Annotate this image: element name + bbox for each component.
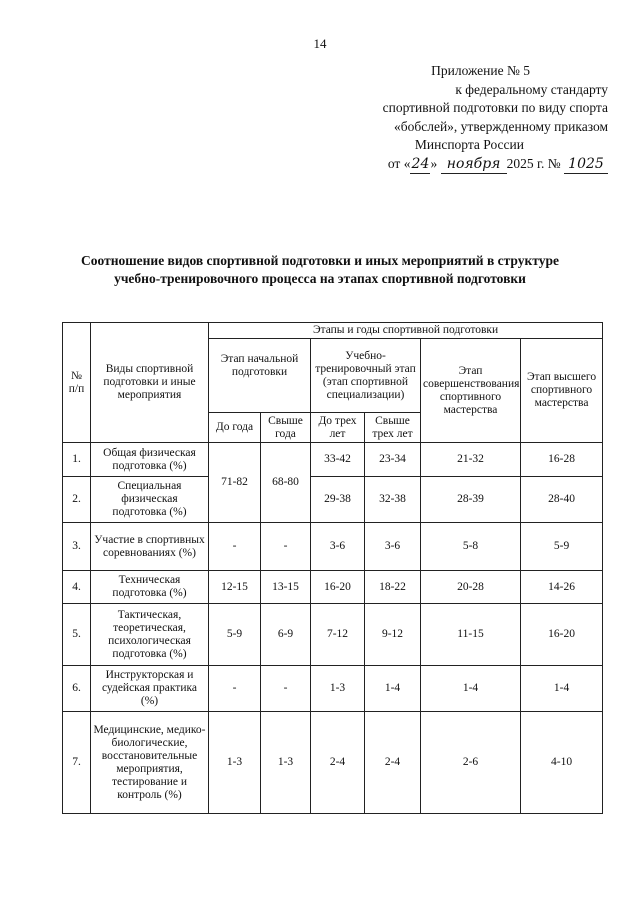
date-mid: » xyxy=(430,155,438,171)
date-year: 2025 г. № xyxy=(506,155,561,171)
row-label: Участие в спортивных соревнованиях (%) xyxy=(91,523,209,571)
cell-higher: 1-4 xyxy=(521,666,603,712)
cell-over-year: 6-9 xyxy=(261,604,311,666)
training-ratio-table xyxy=(62,322,603,814)
date-day: 24 xyxy=(410,155,430,175)
cell-upto-year: 12-15 xyxy=(209,571,261,604)
cell-upto-three: 16-20 xyxy=(311,571,365,604)
cell-improvement: 2-6 xyxy=(421,712,521,814)
date-prefix: от « xyxy=(387,155,411,171)
page-number: 14 xyxy=(313,36,327,51)
table-row xyxy=(63,712,603,814)
cell-higher: 16-28 xyxy=(521,443,603,477)
row-label: Техническая подготовка (%) xyxy=(91,571,209,604)
cell-upto-three: 29-38 xyxy=(311,477,365,523)
table-row xyxy=(63,443,603,477)
cell-over-year: - xyxy=(261,523,311,571)
appendix-title: Приложение № 5 xyxy=(431,63,530,78)
appendix-header xyxy=(308,62,608,174)
row-number: 2. xyxy=(63,477,91,523)
header-stages: Этапы и годы спортивной подготовки xyxy=(209,323,603,339)
row-number: 4. xyxy=(63,571,91,604)
cell-over-year: - xyxy=(261,666,311,712)
cell-over-year: 1-3 xyxy=(261,712,311,814)
cell-upto-three: 2-4 xyxy=(311,712,365,814)
cell-upto-year: 5-9 xyxy=(209,604,261,666)
table-row xyxy=(63,523,603,571)
cell-over-three: 3-6 xyxy=(365,523,421,571)
title-line-1: Соотношение видов спортивной подготовки и иных мероприятий в структуре xyxy=(81,253,559,268)
cell-improvement: 5-8 xyxy=(421,523,521,571)
row-number: 3. xyxy=(63,523,91,571)
cell-upto-three: 7-12 xyxy=(311,604,365,666)
row-label: Инструкторская и судейская практика (%) xyxy=(91,666,209,712)
cell-upto-year: 1-3 xyxy=(209,712,261,814)
header-upto-three: До трех лет xyxy=(311,413,365,443)
cell-higher: 28-40 xyxy=(521,477,603,523)
row-number: 6. xyxy=(63,666,91,712)
cell-upto-three: 33-42 xyxy=(311,443,365,477)
row-number: 7. xyxy=(63,712,91,814)
appendix-line-4: «бобслей», утвержденному приказом xyxy=(393,118,608,134)
table-row xyxy=(63,571,603,604)
row-label: Общая физическая подготовка (%) xyxy=(91,443,209,477)
row-number: 5. xyxy=(63,604,91,666)
header-stage-initial: Этап начальной подготовки xyxy=(209,339,311,413)
cell-upto-three: 3-6 xyxy=(311,523,365,571)
header-over-three: Свыше трех лет xyxy=(365,413,421,443)
header-kinds: Виды спортивной подготовки и иные мероприятия xyxy=(91,323,209,443)
appendix-line-5: Минспорта России xyxy=(414,137,524,152)
cell-higher: 4-10 xyxy=(521,712,603,814)
cell-upto-three: 1-3 xyxy=(311,666,365,712)
table-row xyxy=(63,604,603,666)
order-number: 1025 xyxy=(564,155,608,175)
cell-over-three: 23-34 xyxy=(365,443,421,477)
row-label: Специальная физическая подготовка (%) xyxy=(91,477,209,523)
header-stage-improvement: Этап совершенствования спортивного мастерства xyxy=(421,339,521,443)
cell-upto-year: - xyxy=(209,666,261,712)
cell-higher: 5-9 xyxy=(521,523,603,571)
cell-over-three: 2-4 xyxy=(365,712,421,814)
appendix-line-2: к федеральному стандарту xyxy=(455,81,608,97)
row-number: 1. xyxy=(63,443,91,477)
title-line-2: учебно-тренировочного процесса на этапах спортивной подготовки xyxy=(114,271,526,286)
date-month: ноября xyxy=(441,155,507,175)
cell-improvement: 20-28 xyxy=(421,571,521,604)
table-row xyxy=(63,666,603,712)
cell-over-three: 1-4 xyxy=(365,666,421,712)
cell-over-three: 32-38 xyxy=(365,477,421,523)
cell-improvement: 1-4 xyxy=(421,666,521,712)
header-number: № п/п xyxy=(63,323,91,443)
cell-upto-year: 71-82 xyxy=(209,443,261,523)
header-over-year: Свыше года xyxy=(261,413,311,443)
cell-over-year: 68-80 xyxy=(261,443,311,523)
cell-higher: 16-20 xyxy=(521,604,603,666)
cell-improvement: 21-32 xyxy=(421,443,521,477)
cell-upto-year: - xyxy=(209,523,261,571)
appendix-date-line xyxy=(308,155,608,175)
page-title xyxy=(40,252,600,288)
appendix-line-3: спортивной подготовки по виду спорта xyxy=(382,100,608,115)
header-stage-training: Учебно-тренировочный этап (этап спортивной специализации) xyxy=(311,339,421,413)
cell-over-three: 9-12 xyxy=(365,604,421,666)
cell-over-year: 13-15 xyxy=(261,571,311,604)
row-label: Медицинские, медико-биологические, восстановительные мероприятия, тестирование и контроль (%) xyxy=(91,712,209,814)
cell-improvement: 28-39 xyxy=(421,477,521,523)
row-label: Тактическая, теоретическая, психологическая подготовка (%) xyxy=(91,604,209,666)
cell-over-three: 18-22 xyxy=(365,571,421,604)
cell-improvement: 11-15 xyxy=(421,604,521,666)
header-upto-year: До года xyxy=(209,413,261,443)
header-stage-higher: Этап высшего спортивного мастерства xyxy=(521,339,603,443)
table-row xyxy=(63,477,603,523)
cell-higher: 14-26 xyxy=(521,571,603,604)
